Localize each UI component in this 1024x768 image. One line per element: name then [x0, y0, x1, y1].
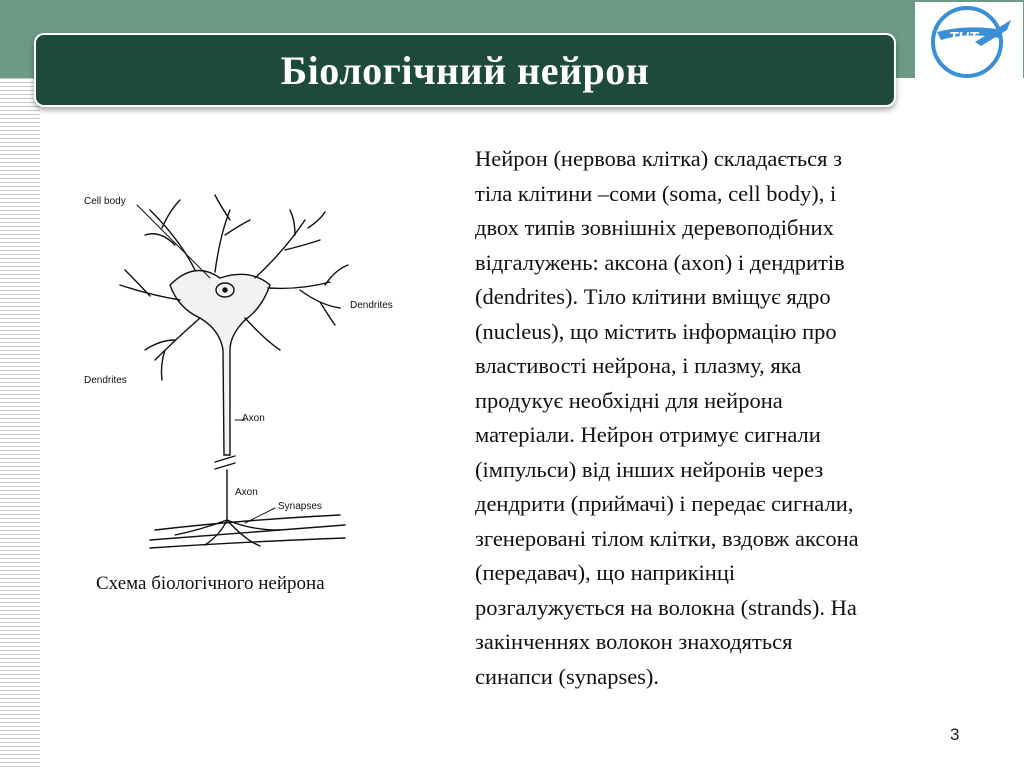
text-line: (імпульси) від інших нейронів через: [475, 456, 824, 482]
label-dendrites-right: Dendrites: [350, 300, 393, 311]
text-line: дендрити (приймачі) і передає сигнали,: [475, 491, 854, 516]
text-line: матеріали. Нейрон отримує сигнали: [475, 422, 821, 447]
neuron-diagram: [80, 190, 426, 555]
text-line: продукує необхідні для нейрона: [475, 387, 783, 413]
left-stripes-decoration: [0, 78, 40, 768]
logo: [915, 2, 1023, 88]
label-axon-lower: Axon: [235, 487, 258, 498]
text-line: двох типів зовнішніх деревоподібних: [475, 215, 834, 240]
text-line: (dendrites). Тіло клітини вміщує ядро: [475, 284, 831, 309]
logo-text: ТНТ: [949, 29, 979, 46]
label-dendrites-left: Dendrites: [84, 375, 127, 386]
figure-caption: Схема біологічного нейрона: [96, 573, 325, 594]
text-line: Нейрон (нервова клітка) складається з: [475, 146, 842, 171]
label-synapses: Synapses: [278, 501, 322, 512]
label-axon-upper: Axon: [242, 413, 265, 424]
text-line: тіла клітини –соми (soma, cell body), і: [475, 180, 837, 206]
page-number: 3: [950, 725, 960, 744]
text-line: відгалужень: аксона (axon) і дендритів: [475, 249, 845, 275]
text-line: (nucleus), що містить інформацію про: [475, 318, 837, 344]
text-line: синапси (synapses).: [475, 663, 660, 689]
text-line: згенеровані тілом клітки, вздовж аксона: [475, 525, 859, 551]
tnt-logo-icon: [915, 2, 1023, 88]
neuron-illustration: [80, 190, 426, 555]
text-line: розгалужується на волокна (strands). На: [475, 594, 857, 620]
text-line: властивості нейрона, і плазму, яка: [475, 353, 802, 378]
label-cell-body: Cell body: [84, 196, 126, 207]
description-text: [475, 142, 975, 694]
text-line: закінченнях волокон знаходяться: [475, 629, 793, 654]
slide-title: Біологічний нейрон: [280, 47, 650, 93]
text-line: (передавач), що наприкінці: [475, 560, 736, 585]
title-box: [34, 33, 896, 107]
